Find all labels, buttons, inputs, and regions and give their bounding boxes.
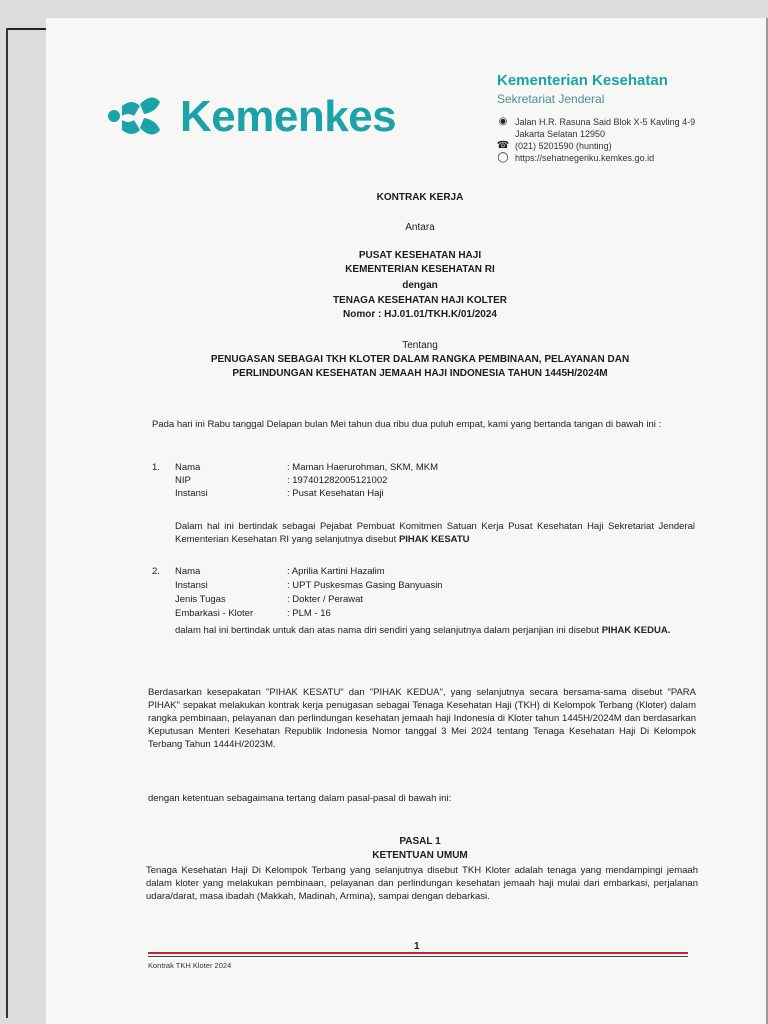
party-one-number: 1.: [152, 462, 160, 473]
footer-divider-red: [148, 952, 688, 954]
footer-divider: [148, 956, 688, 957]
scan-border-top: [6, 28, 46, 30]
contact-block: [497, 116, 695, 164]
pasal-subheading: KETENTUAN UMUM: [372, 850, 468, 861]
doc-type: KONTRAK KERJA: [376, 192, 464, 203]
pasal-heading: PASAL 1: [399, 836, 441, 847]
website: https://sehatnegeriku.kemkes.go.id: [515, 153, 655, 163]
page-number: 1: [414, 941, 420, 952]
intro-paragraph: Pada hari ini Rabu tanggal Delapan bulan Mei tahun dua ribu dua puluh empat, kami yang bertanda tangan di bawah ini :: [152, 419, 662, 430]
phone-icon: ☎: [496, 139, 510, 151]
logo-wordmark: Kemenkes: [180, 92, 397, 141]
party1-line2: KEMENTERIAN KESEHATAN RI: [345, 264, 495, 275]
party-two-alias: PIHAK KEDUA.: [601, 625, 671, 636]
kemenkes-logo-icon: [104, 86, 164, 142]
org-block: [497, 72, 747, 106]
agreement-paragraph: Berdasarkan kesepakatan "PIHAK KESATU" dan "PIHAK KEDUA", yang selanjutnya secara bersama-sama disebut "PARA PIHAK" sepakat melakukan kontrak kerja penugasan sebagai Tenaga Kesehatan Haji (TKH) di Kelompok Terbang (Kloter) dalam rangka pembinaan, pelayanan dan perlindungan kesehatan jemaah haji Indonesia di Kloter tahun 1445H/2024M dan berdasarkan Keputusan Menteri Kesehatan Republik Indonesia Nomor tanggal 3 Mei 2024 tentang Tenaga Kesehatan Haji Di Kelompok Terbang Tahun 1444H/2023M.: [148, 687, 696, 750]
subject-line2: PERLINDUNGAN KESEHATAN JEMAAH HAJI INDONESIA TAHUN 1445H/2024M: [232, 368, 608, 379]
contract-number: Nomor : HJ.01.01/TKH.K/01/2024: [343, 309, 497, 320]
address-line-1: Jalan H.R. Rasuna Said Blok X-5 Kavling 4-9: [515, 117, 696, 127]
globe-icon: ◯: [497, 151, 509, 163]
address-line-2: Jakarta Selatan 12950: [515, 129, 606, 139]
party1-line1: PUSAT KESEHATAN HAJI: [358, 250, 482, 261]
location-pin-icon: ◉: [498, 115, 508, 127]
party-two-number: 2.: [152, 566, 160, 577]
pasal-text: Tenaga Kesehatan Haji Di Kelompok Terbang yang selanjutnya disebut TKH Kloter adalah tenaga yang mendampingi jemaah dalam kloter yang melakukan pembinaan, pelayanan dan perlindungan kesehatan jemaah haji mulai dari embarkasi, perjalanan udara/darat, masa ibadah (Makkah, Madinah, Armina), sampai dengan debarkasi.: [146, 865, 698, 902]
about-label: Tentang: [402, 340, 438, 351]
between-label: Antara: [405, 222, 435, 233]
subject-line1: PENUGASAN SEBAGAI TKH KLOTER DALAM RANGKA PEMBINAAN, PELAYANAN DAN: [210, 354, 630, 365]
party-two-description: dalam hal ini bertindak untuk dan atas nama diri sendiri yang selanjutnya dalam perjanjian ini disebut PIHAK KEDUA.: [175, 625, 671, 636]
org-subtitle: Sekretariat Jenderal: [497, 92, 605, 106]
party2-title: TENAGA KESEHATAN HAJI KOLTER: [332, 295, 508, 306]
phone-number: (021) 5201590 (hunting): [515, 141, 612, 151]
footer-text: Kontrak TKH Kloter 2024: [148, 961, 232, 970]
org-name: Kementerian Kesehatan: [497, 72, 668, 89]
scan-border-left: [6, 28, 8, 1018]
party-one-description: Dalam hal ini bertindak sebagai Pejabat Pembuat Komitmen Satuan Kerja Pusat Kesehatan Haji Sekretariat Jenderal Kementerian Kesehatan RI yang selanjutnya disebut PIHAK KESATU: [175, 521, 695, 545]
with-label: dengan: [402, 280, 438, 291]
party-one-alias: PIHAK KESATU: [398, 534, 470, 545]
provision-line: dengan ketentuan sebagaimana tertang dalam pasal-pasal di bawah ini:: [148, 793, 452, 804]
